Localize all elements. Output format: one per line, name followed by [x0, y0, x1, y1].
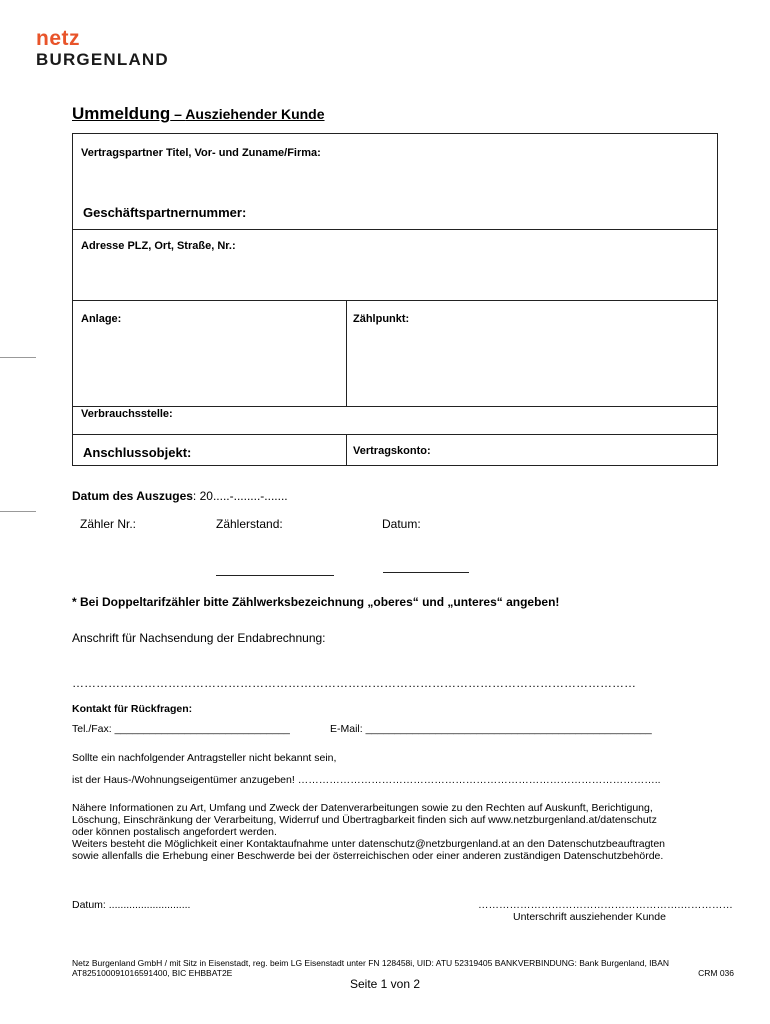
- adresse-label: Adresse PLZ, Ort, Straße, Nr.:: [81, 240, 236, 252]
- signature-dots: ………………………………………………….……………: [478, 899, 733, 911]
- signature-datum: Datum: ............................: [72, 899, 191, 911]
- nachfolger-line1: Sollte ein nachfolgender Antragsteller nicht bekannt sein,: [72, 752, 337, 764]
- title-main: Ummeldung: [72, 104, 171, 123]
- datenschutz-paragraph: [72, 802, 732, 862]
- vertragspartner-label: Vertragspartner Titel, Vor- und Zuname/Firma:: [81, 147, 321, 159]
- verbrauchsstelle-label: Verbrauchsstelle:: [81, 408, 173, 420]
- company-footer: [72, 958, 734, 978]
- title-dash: –: [170, 106, 186, 122]
- title-sub: Ausziehender Kunde: [185, 106, 325, 122]
- vertragskonto-label: Vertragskonto:: [353, 445, 431, 457]
- datenschutz-line: oder können postalisch angefordert werden.: [72, 826, 277, 838]
- form-divider: [73, 406, 717, 407]
- kontakt-heading: Kontakt für Rückfragen:: [72, 703, 193, 715]
- logo-burgenland: BURGENLAND: [36, 50, 169, 69]
- datum-label: Datum:: [382, 517, 421, 531]
- datenschutz-line: Löschung, Einschränkung der Verarbeitung, Widerruf und Übertragbarkeit finden sich auf www.netzburgenland.at/datenschutz: [72, 814, 657, 826]
- zaehlpunkt-label: Zählpunkt:: [353, 313, 410, 325]
- anschlussobjekt-label: Anschlussobjekt:: [83, 445, 192, 460]
- zaehlerstand-blank: [216, 575, 334, 576]
- logo-netz: netz: [36, 27, 80, 50]
- form-divider: [73, 229, 717, 230]
- signature-label: Unterschrift ausziehender Kunde: [513, 911, 666, 923]
- form-divider: [73, 434, 717, 435]
- doppeltarif-note: * Bei Doppeltarifzähler bitte Zählwerksbezeichnung „oberes“ und „unteres“ angeben!: [72, 595, 560, 609]
- document-title: [72, 105, 325, 123]
- anschrift-dots: ……………………………………………………………………………………………………………………………: [72, 677, 636, 689]
- anlage-label: Anlage:: [81, 313, 122, 325]
- footer-form-code: CRM 036: [698, 968, 734, 978]
- zaehler-nr-label: Zähler Nr.:: [80, 517, 137, 531]
- form-divider-vertical: [346, 300, 347, 406]
- form-divider-vertical: [346, 434, 347, 466]
- customer-form-box: [72, 133, 718, 466]
- geschaeftspartner-label: Geschäftspartnernummer:: [83, 205, 247, 220]
- page-number: Seite 1 von 2: [349, 977, 421, 991]
- tel-field: Tel./Fax: ______________________________: [72, 723, 290, 735]
- auszug-line: [72, 490, 288, 502]
- fold-mark: [0, 511, 36, 512]
- form-divider: [73, 300, 717, 301]
- zaehlerstand-label: Zählerstand:: [216, 517, 283, 531]
- footer-iban: AT825100091016591400, BIC EHBBAT2E: [72, 968, 233, 978]
- auszug-value: : 20.....-........-.......: [192, 489, 288, 503]
- datenschutz-line: Nähere Informationen zu Art, Umfang und Zweck der Datenverarbeitungen sowie zu den Rechten auf Auskunft, Berichtigung,: [72, 802, 653, 814]
- nachfolger-line2: ist der Haus-/Wohnungseigentümer anzugeben! …………………………………………………………………………………………..: [72, 775, 661, 786]
- fold-mark: [0, 357, 36, 358]
- email-field: E-Mail: _________________________________________________: [330, 723, 652, 735]
- datum-blank: [383, 572, 469, 573]
- datenschutz-line: Weiters besteht die Möglichkeit einer Kontaktaufnahme unter datenschutz@netzburgenland.at an den Datenschutzbeauftragten: [72, 838, 666, 850]
- datenschutz-line: sowie allenfalls die Erhebung einer Beschwerde bei der österreichischen oder einer anderen zuständigen Datenschutzbehörde.: [72, 850, 664, 862]
- auszug-label: Datum des Auszuges: [72, 489, 193, 503]
- anschrift-label: Anschrift für Nachsendung der Endabrechnung:: [72, 631, 326, 645]
- footer-line1: Netz Burgenland GmbH / mit Sitz in Eisenstadt, reg. beim LG Eisenstadt unter FN 128458i, UID: ATU 52319405 BANKVERBINDUNG: Bank Burgenland, IBAN: [72, 958, 670, 968]
